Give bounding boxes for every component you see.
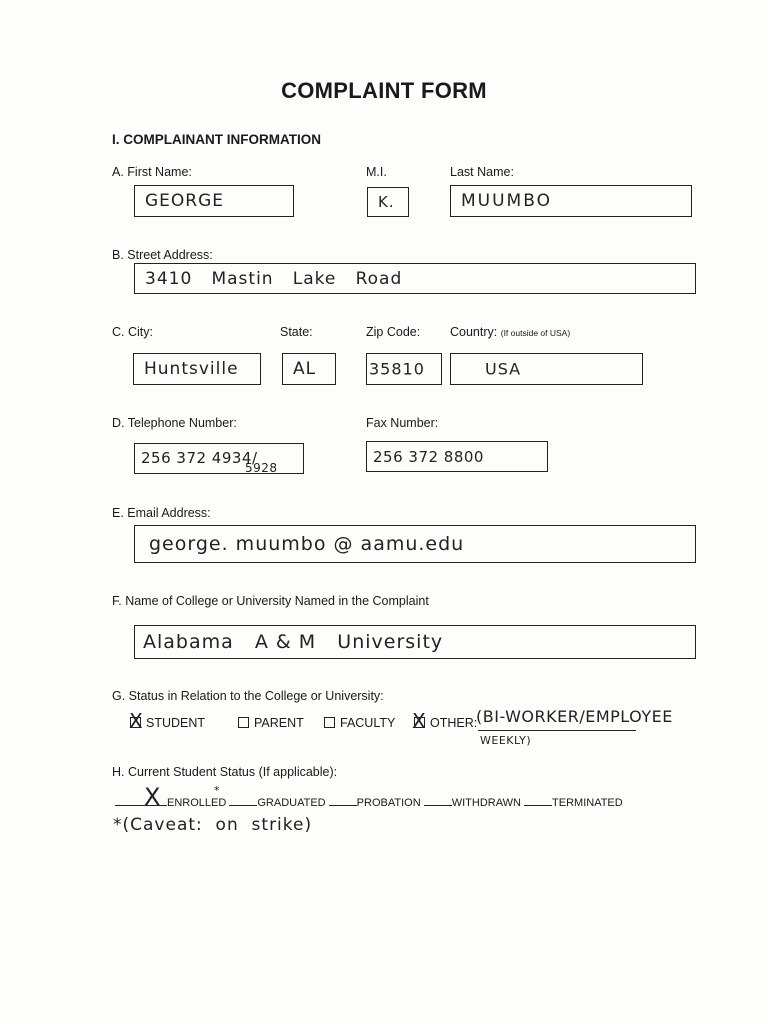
zip-value: 35810 xyxy=(369,359,425,379)
first-name-value: GEORGE xyxy=(145,191,225,211)
telephone-value-line2: 5928 xyxy=(245,461,278,475)
enrolled-asterisk: * xyxy=(214,784,221,797)
zip-label: Zip Code: xyxy=(366,325,421,339)
mi-label: M.I. xyxy=(366,165,387,179)
telephone-value-line1: 256 372 4934/ xyxy=(141,449,258,467)
other-check-mark: X xyxy=(412,709,426,733)
fax-label: Fax Number: xyxy=(366,416,439,430)
college-value: Alabama A & M University xyxy=(143,631,444,653)
enrolled-mark: X xyxy=(144,783,161,811)
fax-field[interactable] xyxy=(366,441,548,472)
email-label: E. Email Address: xyxy=(112,506,211,520)
other-text-line2: WEEKLY) xyxy=(480,734,532,747)
college-label: F. Name of College or University Named in the Complaint xyxy=(112,594,429,608)
option-faculty[interactable]: FACULTY xyxy=(324,716,395,730)
email-field[interactable] xyxy=(134,525,696,563)
email-value: george. muumbo @ aamu.edu xyxy=(149,533,465,555)
student-status-options xyxy=(115,794,623,809)
form-title: COMPLAINT FORM xyxy=(281,78,487,103)
parent-checkbox[interactable] xyxy=(238,717,249,728)
student-check-mark: X xyxy=(129,709,143,733)
last-name-value: MUUMBO xyxy=(461,191,552,211)
street-value: 3410 Mastin Lake Road xyxy=(145,268,403,289)
telephone-label: D. Telephone Number: xyxy=(112,416,237,430)
other-text-line1: (BI-WORKER/EMPLOYEE xyxy=(476,707,673,726)
status-withdrawn[interactable]: WITHDRAWN xyxy=(451,797,521,809)
status-probation[interactable]: PROBATION xyxy=(356,797,421,809)
mi-value: K. xyxy=(378,193,395,211)
state-label: State: xyxy=(280,325,313,339)
option-other[interactable]: OTHER: xyxy=(414,716,477,730)
other-underline xyxy=(478,730,636,731)
first-name-field[interactable] xyxy=(134,185,294,217)
mi-field[interactable] xyxy=(367,187,409,217)
last-name-label: Last Name: xyxy=(450,165,514,179)
country-field[interactable] xyxy=(450,353,643,385)
city-label: C. City: xyxy=(112,325,153,339)
fax-value: 256 372 8800 xyxy=(373,447,484,466)
state-value: AL xyxy=(293,359,317,379)
status-graduated[interactable]: GRADUATED xyxy=(257,797,326,809)
status-enrolled[interactable]: ENROLLED xyxy=(167,797,227,809)
state-field[interactable] xyxy=(282,353,336,385)
college-field[interactable] xyxy=(134,625,696,659)
status-terminated[interactable]: TERMINATED xyxy=(552,797,623,809)
status-relation-label: G. Status in Relation to the College or University: xyxy=(112,689,384,703)
student-status-label: H. Current Student Status (If applicable): xyxy=(112,765,338,779)
country-label: Country: (If outside of USA) xyxy=(450,325,571,339)
street-field[interactable] xyxy=(134,263,696,294)
student-status-note: *(Caveat: on strike) xyxy=(113,815,313,835)
last-name-field[interactable] xyxy=(450,185,692,217)
country-value: USA xyxy=(485,359,522,379)
faculty-checkbox[interactable] xyxy=(324,717,335,728)
telephone-field[interactable] xyxy=(134,443,304,474)
street-label: B. Street Address: xyxy=(112,248,213,262)
zip-field[interactable] xyxy=(366,353,442,385)
city-value: Huntsville xyxy=(144,359,239,379)
option-parent[interactable]: PARENT xyxy=(238,716,304,730)
country-note: (If outside of USA) xyxy=(500,328,571,338)
first-name-label: A. First Name: xyxy=(112,165,192,179)
section-title: I. COMPLAINANT INFORMATION xyxy=(112,132,321,147)
city-field[interactable] xyxy=(133,353,261,385)
option-student[interactable]: STUDENT xyxy=(130,716,205,730)
